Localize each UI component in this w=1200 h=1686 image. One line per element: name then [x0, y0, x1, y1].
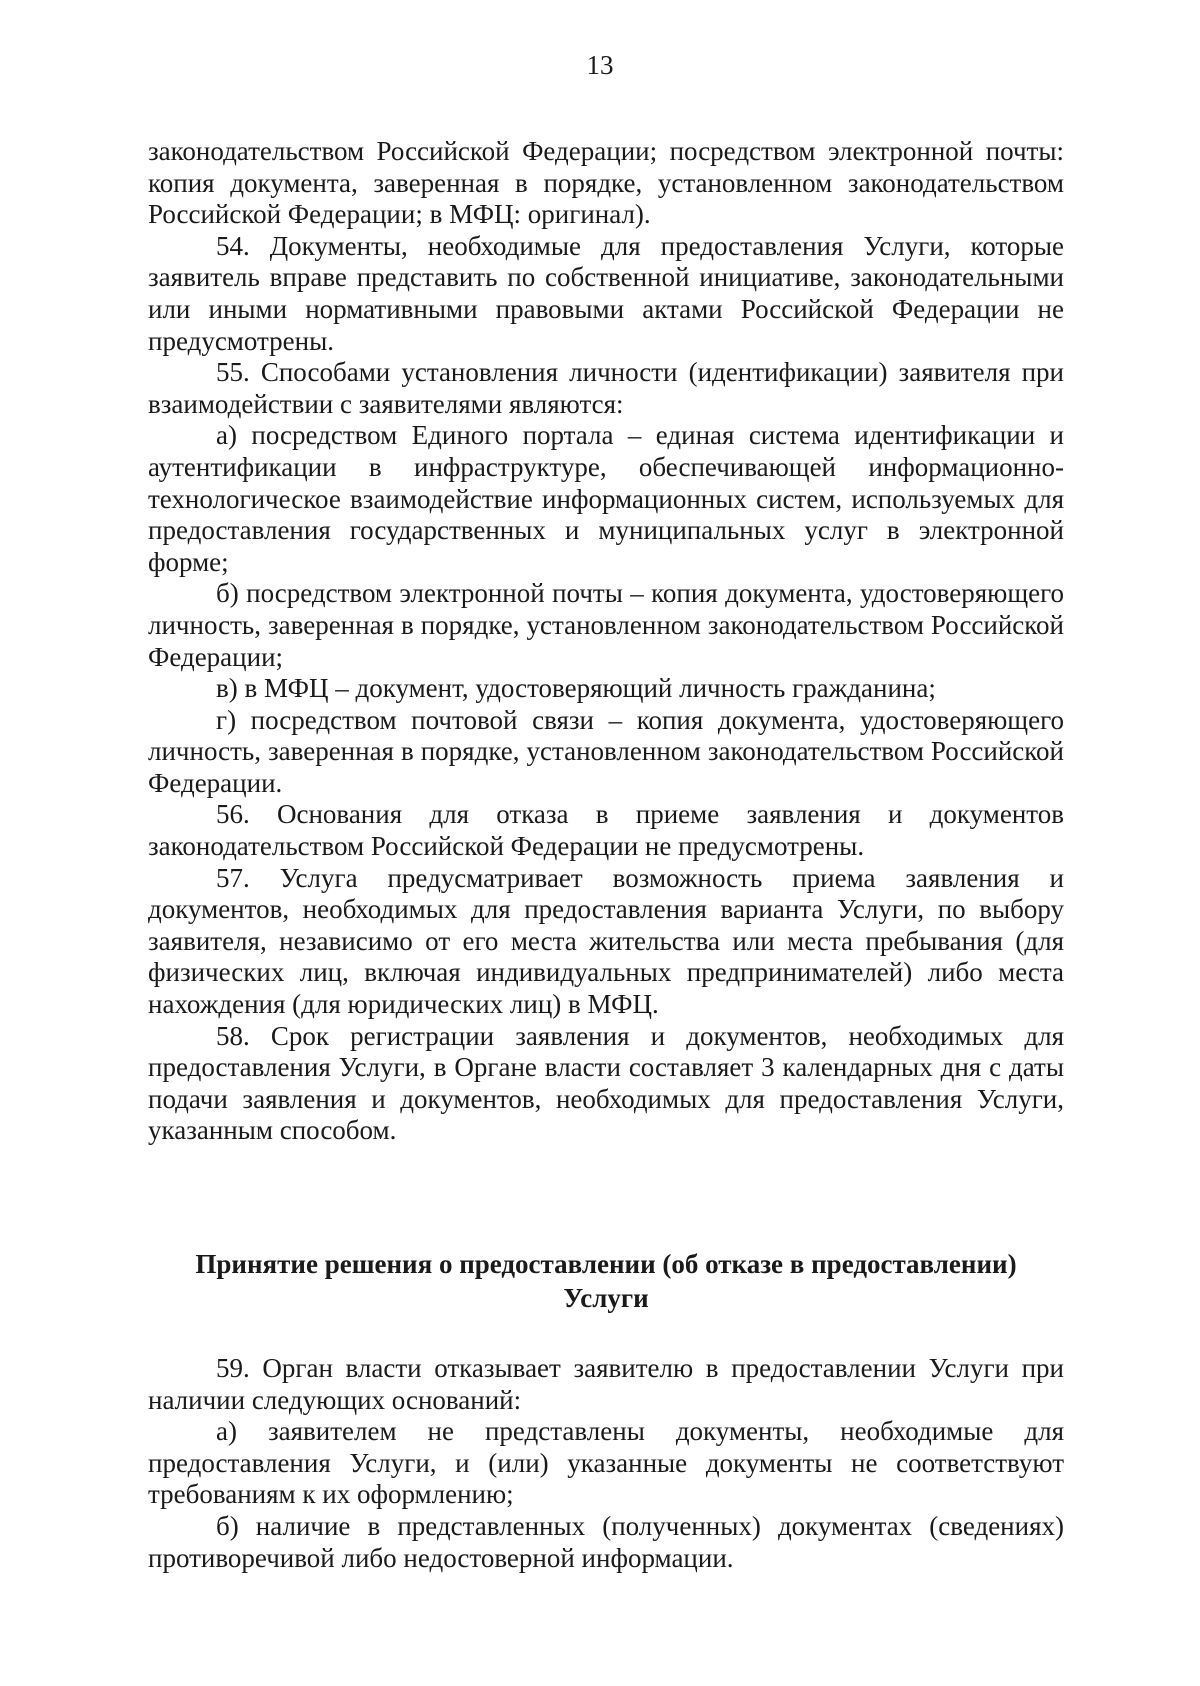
- paragraph-55-g: г) посредством почтовой связи – копия документа, удостоверяющего личность, заверенная в порядке, установленном законодательством Российской Федерации.: [148, 704, 1064, 798]
- section-heading-line-2: Услуги: [563, 1283, 649, 1313]
- paragraph-54: 54. Документы, необходимые для предоставления Услуги, которые заявитель вправе представить по собственной инициативе, законодательными или иными нормативными правовыми актами Российской Федерации не предусмотрены.: [148, 230, 1064, 356]
- paragraph-55-b: б) посредством электронной почты – копия документа, удостоверяющего личность, заверенная в порядке, установленном законодательством Российской Федерации;: [148, 578, 1064, 672]
- section-heading-line-1: Принятие решения о предоставлении (об отказе в предоставлении): [195, 1249, 1017, 1279]
- paragraph-57: 57. Услуга предусматривает возможность приема заявления и документов, необходимых для предоставления варианта Услуги, по выбору заявителя, независимо от его места жительства или места пребывания (для физических лиц, включая индивидуальных предпринимателей) либо места нахождения (для юридических лиц) в МФЦ.: [148, 862, 1064, 1020]
- body-text-lower: [148, 1353, 1064, 1574]
- paragraph-59-a: а) заявителем не представлены документы, необходимые для предоставления Услуги, и (или) указанные документы не соответствуют требованиям к их оформлению;: [148, 1416, 1064, 1510]
- section-heading: [148, 1247, 1064, 1315]
- paragraph-55: 55. Способами установления личности (идентификации) заявителя при взаимодействии с заявителями являются:: [148, 357, 1064, 419]
- paragraph-59: 59. Орган власти отказывает заявителю в предоставлении Услуги при наличии следующих оснований:: [148, 1353, 1064, 1415]
- body-text-upper: [148, 136, 1064, 1147]
- page-number: 13: [586, 50, 614, 80]
- paragraph-59-b: б) наличие в представленных (полученных) документах (сведениях) противоречивой либо недостоверной информации.: [148, 1510, 1064, 1573]
- paragraph-56: 56. Основания для отказа в приеме заявления и документов законодательством Российской Федерации не предусмотрены.: [148, 799, 1064, 862]
- paragraph-55-v: в) в МФЦ – документ, удостоверяющий личность гражданина;: [216, 673, 936, 704]
- paragraph-continuation: законодательством Российской Федерации; посредством электронной почты: копия документа, заверенная в порядке, установленном законодательством Российской Федерации; в МФЦ: оригинал).: [148, 136, 1064, 230]
- paragraph-58: 58. Срок регистрации заявления и документов, необходимых для предоставления Услуги, в Органе власти составляет 3 календарных дня с даты подачи заявления и документов, необходимых для предоставления Услуги, указанным способом.: [148, 1020, 1064, 1146]
- paragraph-55-a: а) посредством Единого портала – единая система идентификации и аутентификации в инфраструктуре, обеспечивающей информационно-технологическое взаимодействие информационных систем, используемых для предоставления государственных и муниципальных услуг в электронной форме;: [148, 420, 1064, 577]
